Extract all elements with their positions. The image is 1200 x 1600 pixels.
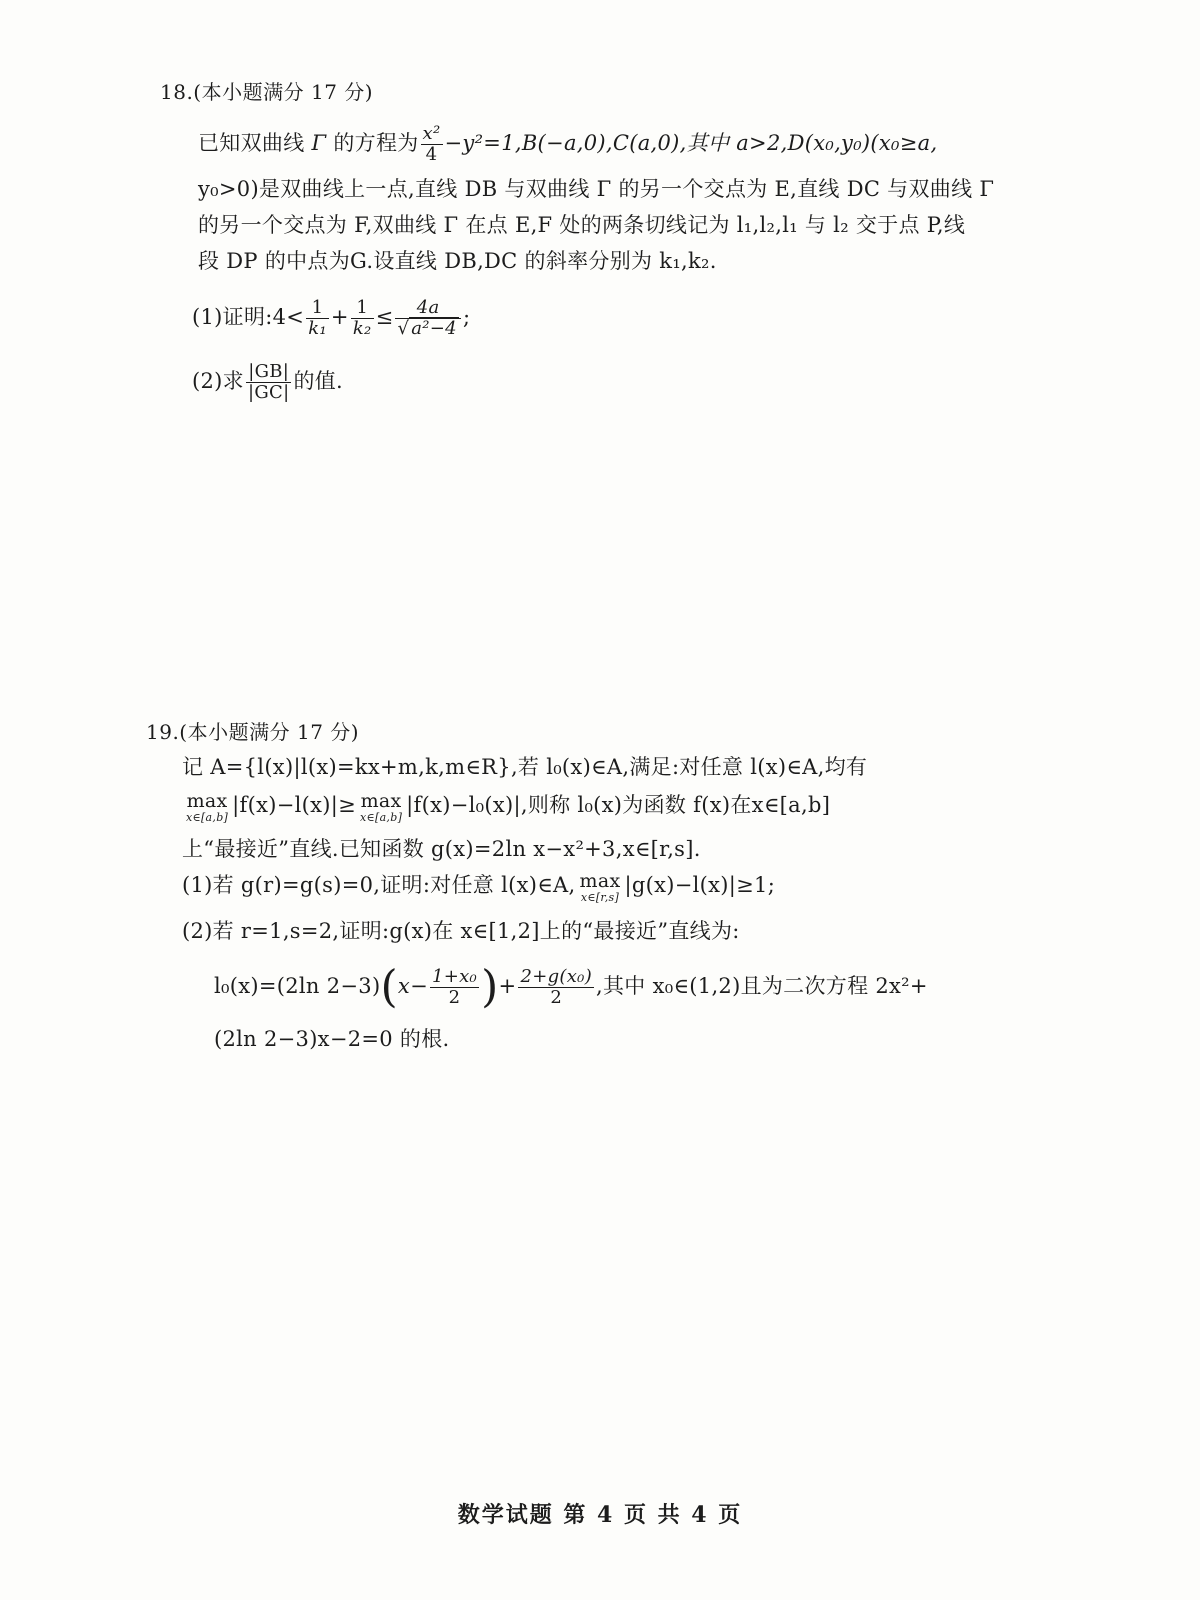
fraction-numerator: x² <box>422 123 441 144</box>
q18-hyperbola-fraction <box>421 124 443 165</box>
max-range: x∈[a,b] <box>186 811 229 824</box>
q19-line-2-a: |f(x)−l(x)|≥ <box>232 793 357 817</box>
q19-line-3: 上“最接近”直线.已知函数 g(x)=2ln x−x²+3,x∈[r,s]. <box>182 837 701 861</box>
fraction-numerator: 1+x₀ <box>431 966 478 987</box>
fraction-gb-over-gc <box>246 362 291 403</box>
part-2-prefix: (2)求 <box>192 369 244 393</box>
q19-line-2 <box>182 790 830 824</box>
fraction-numerator: |GB| <box>246 362 291 383</box>
fraction-denominator: k₁ <box>308 318 327 339</box>
fraction-numerator: 2+g(x₀) <box>520 966 593 987</box>
q19-header: 19.(本小题满分 17 分) <box>146 720 360 744</box>
plus-sign: + <box>498 974 517 998</box>
sqrt-radicand: a²−4 <box>411 318 457 339</box>
max-range: x∈[r,s] <box>580 891 620 904</box>
q18-gamma: Γ <box>311 131 327 155</box>
max-label: max <box>360 790 402 812</box>
fraction-2-plus-g <box>518 967 594 1008</box>
fraction-4a-over-sqrt <box>395 298 460 339</box>
q18-line-1 <box>198 124 937 165</box>
part-2-end: 的值. <box>293 369 344 393</box>
q18-line-1-a: 已知双曲线 <box>198 131 305 155</box>
fraction-denominator: 2 <box>448 987 461 1008</box>
q18-part-2 <box>192 362 343 403</box>
q19-line-6-b: ,其中 x₀∈(1,2)且为二次方程 2x²+ <box>596 974 928 998</box>
max-operator-3 <box>580 870 621 904</box>
q19-line-5: (2)若 r=1,s=2,证明:g(x)在 x∈[1,2]上的“最接近”直线为: <box>182 919 740 943</box>
fraction-numerator: 1 <box>306 298 329 319</box>
max-label: max <box>186 790 228 812</box>
plus-sign: + <box>330 305 349 329</box>
max-operator-2 <box>360 790 402 824</box>
q18-line-1-b: 的方程为 <box>333 131 419 155</box>
fraction-denominator: 2 <box>550 987 563 1008</box>
q19-line-6 <box>214 961 928 1013</box>
fraction-1-over-k2 <box>351 298 374 339</box>
q18-header: 18.(本小题满分 17 分) <box>160 80 374 104</box>
part-1-prefix: (1)证明:4< <box>192 305 305 329</box>
q19-line-6-a: l₀(x)=(2ln 2−3) <box>214 974 381 998</box>
fraction-denominator: |GC| <box>247 382 290 403</box>
q19-line-4-b: |g(x)−l(x)|≥1; <box>624 873 776 897</box>
q19-line-4-a: (1)若 g(r)=g(s)=0,证明:对任意 l(x)∈A, <box>182 873 576 897</box>
q18-part-1 <box>192 298 470 339</box>
max-range: x∈[a,b] <box>360 811 403 824</box>
fraction-denominator: 4 <box>425 144 438 165</box>
fraction-numerator: 4a <box>395 298 460 319</box>
q18-line-2: y₀>0)是双曲线上一点,直线 DB 与双曲线 Γ 的另一个交点为 E,直线 DC 与双曲线 Γ <box>198 177 995 201</box>
max-label: max <box>579 870 621 892</box>
fraction-1-over-k1 <box>306 298 329 339</box>
q19-line-4 <box>182 870 775 904</box>
page-footer: 数学试题 第 4 页 共 4 页 <box>457 1502 743 1528</box>
q18-line-1-c: −y²=1,B(−a,0),C(a,0),其中 a>2,D(x₀,y₀)(x₀≥a, <box>444 131 938 155</box>
fraction-1-plus-x0 <box>430 967 479 1008</box>
q19-line-7: (2ln 2−3)x−2=0 的根. <box>214 1027 450 1051</box>
fraction-denominator: k₂ <box>352 318 372 339</box>
x-minus: x− <box>397 974 428 998</box>
sqrt-icon: √ <box>397 318 410 339</box>
part-1-end: ; <box>462 305 471 329</box>
fraction-numerator: 1 <box>351 298 374 319</box>
le-sign: ≤ <box>375 305 394 329</box>
max-operator-1 <box>186 790 228 824</box>
q18-line-4: 段 DP 的中点为G.设直线 DB,DC 的斜率分别为 k₁,k₂. <box>198 249 717 273</box>
right-paren: ) <box>481 961 499 1013</box>
q18-line-3: 的另一个交点为 F,双曲线 Γ 在点 E,F 处的两条切线记为 l₁,l₂,l₁ 与 l₂ 交于点 P,线 <box>198 213 966 237</box>
fraction-denominator <box>395 319 460 339</box>
left-paren: ( <box>380 961 398 1013</box>
q19-line-1: 记 A={l(x)|l(x)=kx+m,k,m∈R},若 l₀(x)∈A,满足:对任意 l(x)∈A,均有 <box>182 755 868 779</box>
q19-line-2-b: |f(x)−l₀(x)|,则称 l₀(x)为函数 f(x)在x∈[a,b] <box>406 793 831 817</box>
